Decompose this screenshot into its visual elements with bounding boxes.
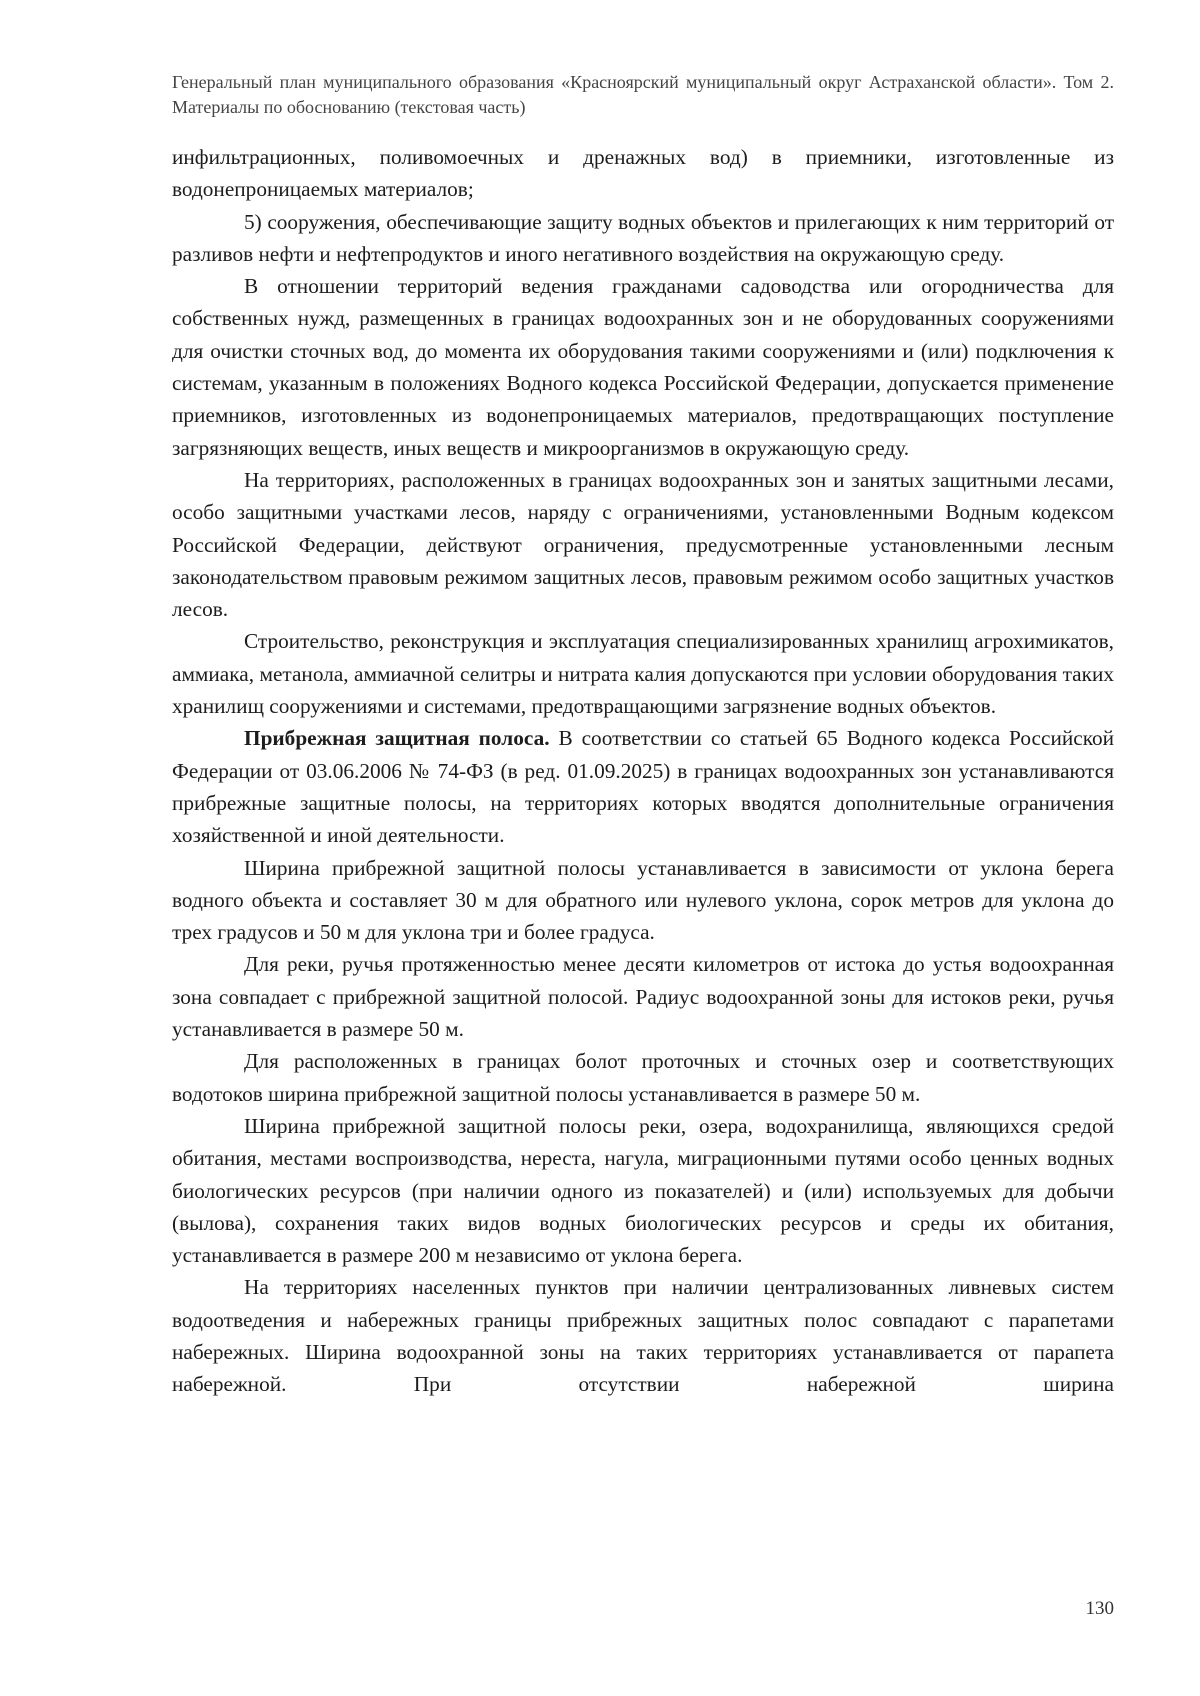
section-lead-heading: Прибрежная защитная полоса. xyxy=(244,726,550,751)
page-number: 130 xyxy=(1085,1598,1114,1619)
paragraph-1: инфильтрационных, поливомоечных и дренажных вод) в приемники, изготовленные из водонепроницаемых материалов; xyxy=(172,145,1114,202)
paragraph-4: На территориях, расположенных в границах водоохранных зон и занятых защитными лесами, особо защитными участками лесов, наряду с ограничениями, установленными Водным кодексом Российской Федерации, действуют ограничения, предусмотренные установленными лесным законодательством правовым режимом защитных лесов, правовым режимом особо защитных участков лесов. xyxy=(172,467,1114,622)
paragraph-6 xyxy=(172,722,1114,851)
paragraph-10: Ширина прибрежной защитной полосы реки, озера, водохранилища, являющихся средой обитания, местами воспроизводства, нереста, нагула, миграционными путями особо ценных водных биологических ресурсов (при наличии одного из показателей) и (или) используемых для добычи (вылова), сохранения таких видов водных биологических ресурсов и среды их обитания, устанавливается в размере 200 м независимо от уклона берега. xyxy=(172,1113,1114,1268)
paragraph-9: Для расположенных в границах болот проточных и сточных озер и соответствующих водотоков ширина прибрежной защитной полосы устанавливается в размере 50 м. xyxy=(172,1049,1114,1106)
running-header: Генеральный план муниципального образования «Красноярский муниципальный округ Астраханской области». Том 2. Материалы по обоснованию (текстовая часть) xyxy=(172,72,1114,117)
paragraph-11: На территориях населенных пунктов при наличии централизованных ливневых систем водоотведения и набережных границы прибрежных защитных полос совпадают с парапетами набережных. Ширина водоохранной зоны на таких территориях устанавливается от парапета набережной. При отсутствии набережной ширина xyxy=(172,1275,1114,1397)
document-body xyxy=(172,141,1114,1401)
paragraph-8: Для реки, ручья протяженностью менее десяти километров от истока до устья водоохранная зона совпадает с прибрежной защитной полосой. Радиус водоохранной зоны для истоков реки, ручья устанавливается в размере 50 м. xyxy=(172,952,1114,1042)
paragraph-7: Ширина прибрежной защитной полосы устанавливается в зависимости от уклона берега водного объекта и составляет 30 м для обратного или нулевого уклона, сорок метров для уклона до трех градусов и 50 м для уклона три и более градуса. xyxy=(172,855,1114,945)
paragraph-5: Строительство, реконструкция и эксплуатация специализированных хранилищ агрохимикатов, аммиака, метанола, аммиачной селитры и нитрата калия допускаются при условии оборудования таких хранилищ сооружениями и системами, предотвращающими загрязнение водных объектов. xyxy=(172,629,1114,719)
paragraph-3: В отношении территорий ведения гражданами садоводства или огородничества для собственных нужд, размещенных в границах водоохранных зон и не оборудованных сооружениями для очистки сточных вод, до момента их оборудования такими сооружениями и (или) подключения к системам, указанным в положениях Водного кодекса Российской Федерации, допускается применение приемников, изготовленных из водонепроницаемых материалов, предотвращающих поступление загрязняющих веществ, иных веществ и микроорганизмов в окружающую среду. xyxy=(172,274,1114,460)
paragraph-6-text: В соответствии со статьей 65 Водного кодекса Российской Федерации от 03.06.2006 № 74-ФЗ (в ред. 01.09.2025) в границах водоохранных зон устанавливаются прибрежные защитные полосы, на территориях которых вводятся дополнительные ограничения хозяйственной и иной деятельности. xyxy=(172,726,1115,848)
paragraph-2: 5) сооружения, обеспечивающие защиту водных объектов и прилегающих к ним территорий от разливов нефти и нефтепродуктов и иного негативного воздействия на окружающую среду. xyxy=(172,209,1114,266)
